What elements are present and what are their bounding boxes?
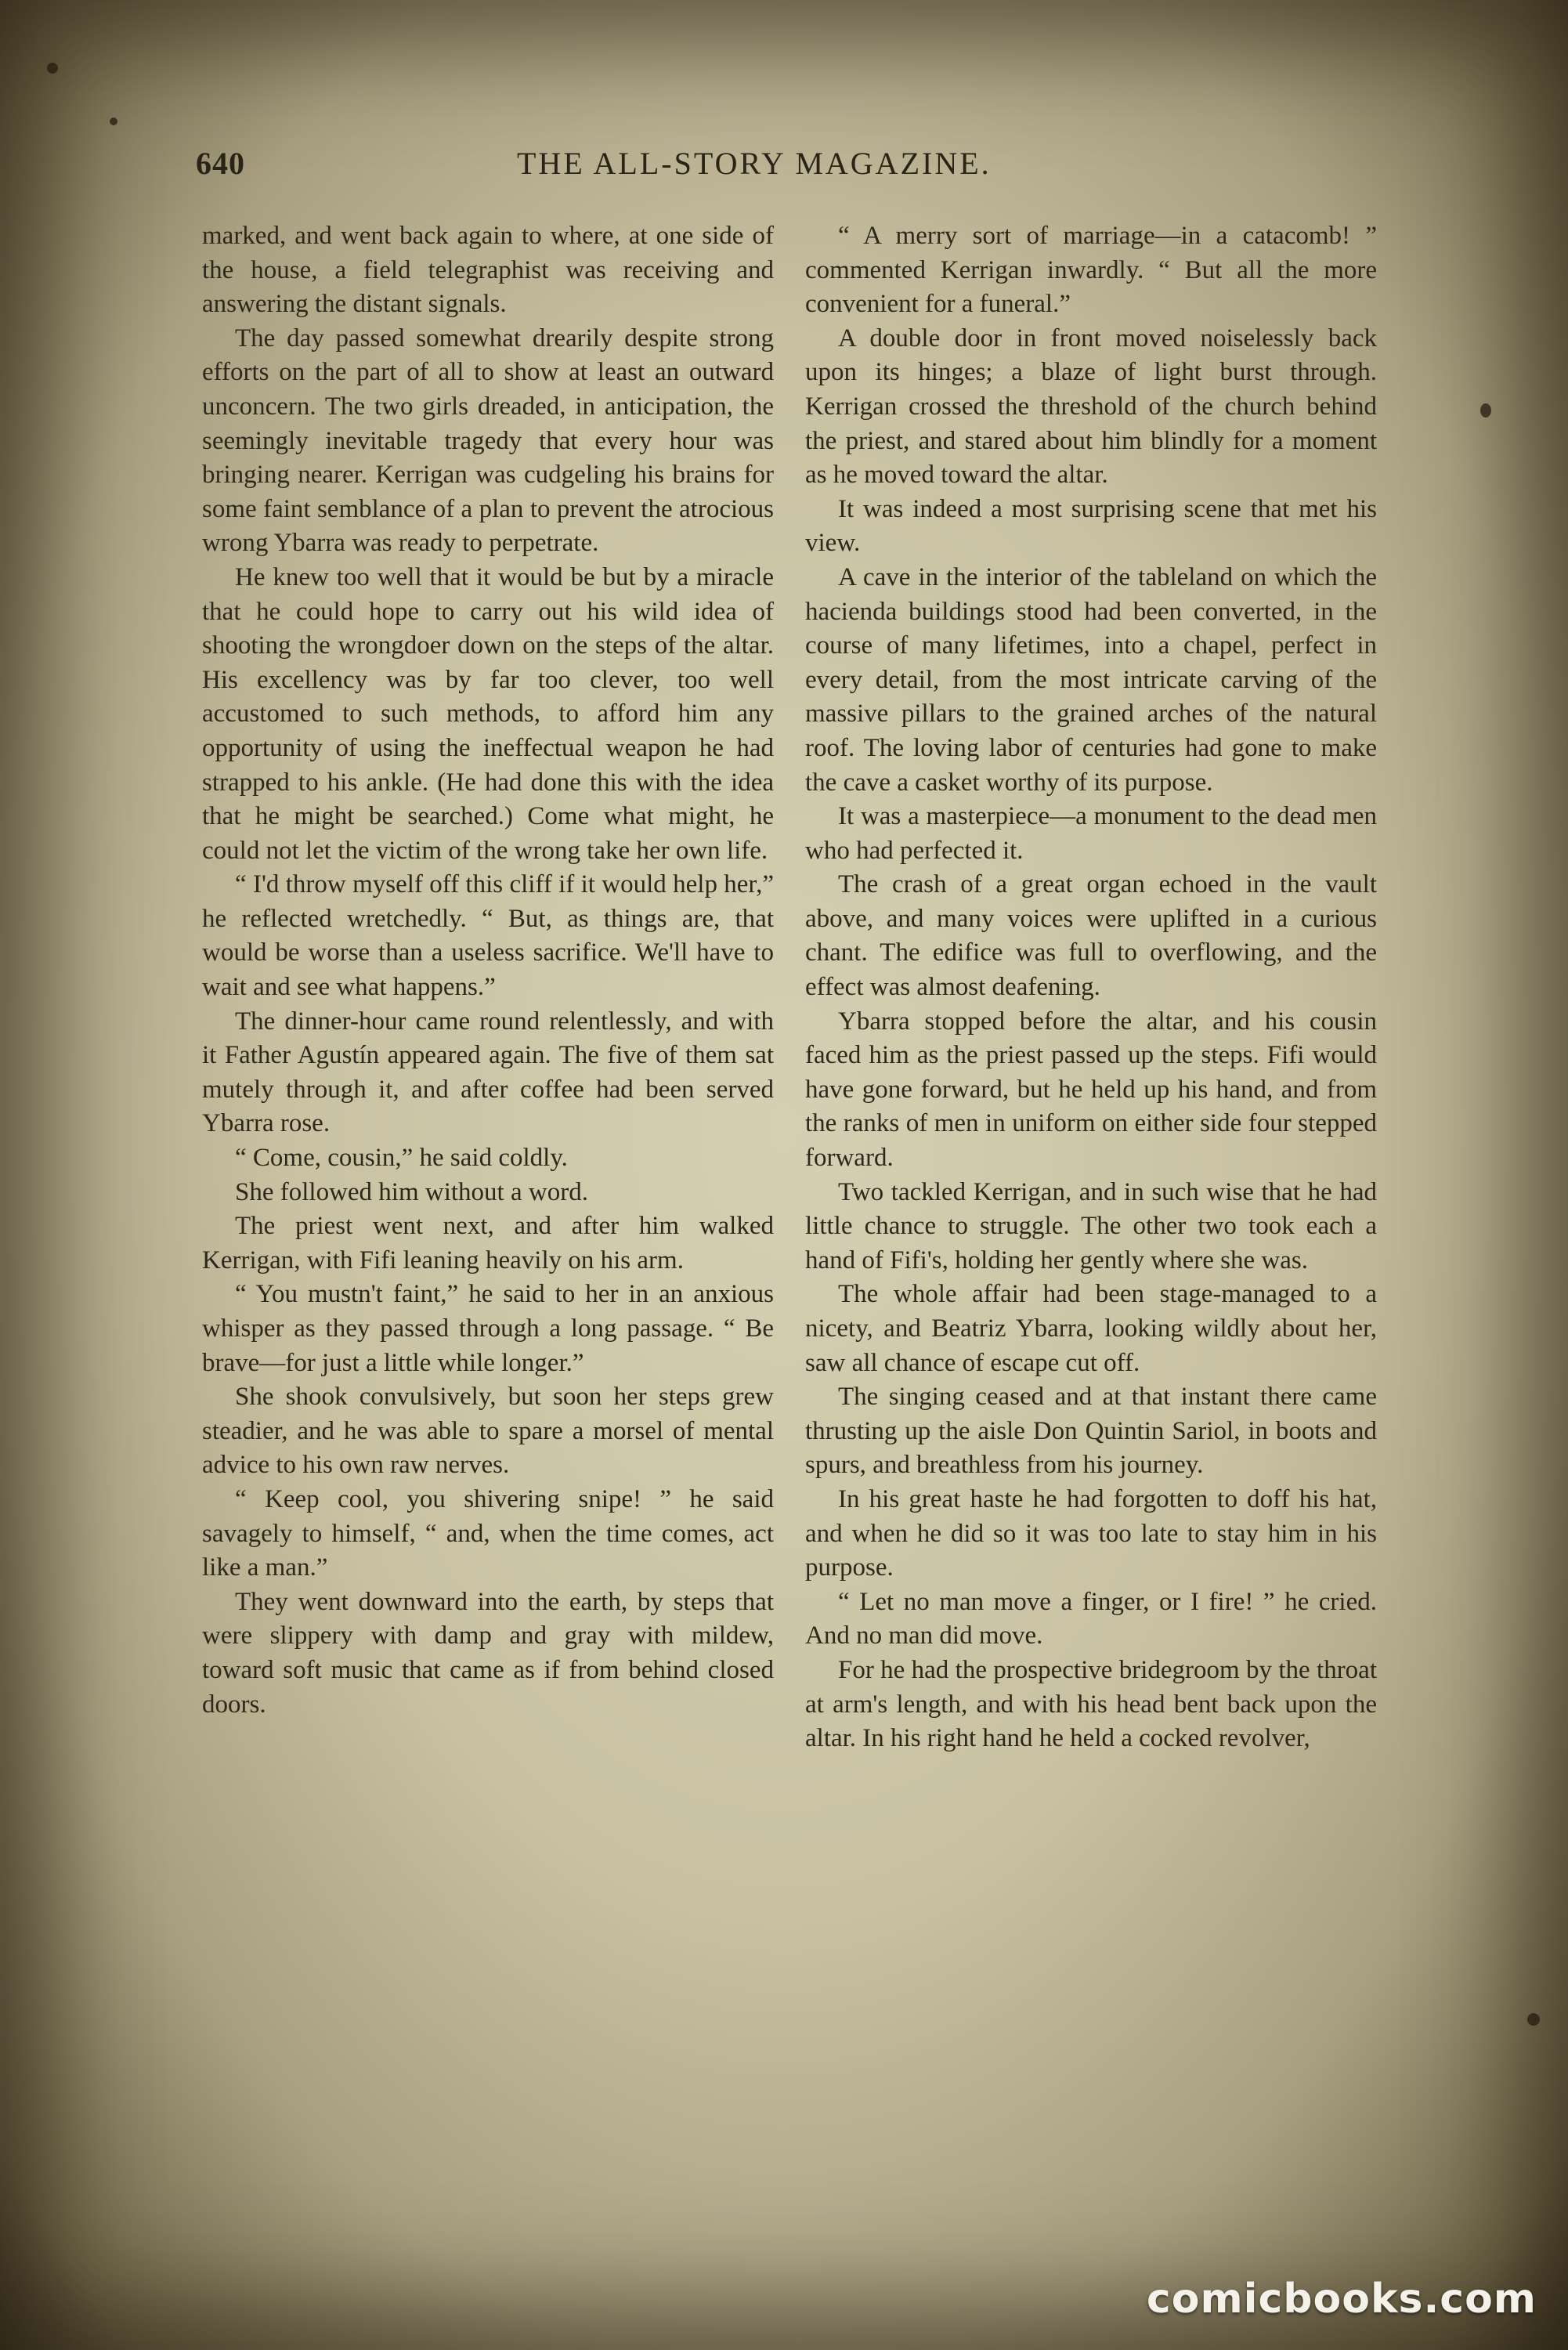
magazine-title: THE ALL-STORY MAGAZINE.	[517, 146, 992, 181]
ink-spot	[110, 118, 117, 125]
paragraph: A cave in the interior of the tableland on which the hacienda buildings stood had been converted, in the course of many lifetimes, into a chapel, perfect in every detail, from the most intricate carving of the massive pillars to the grained arches of the natural roof. The loving labor of centuries had gone to make the cave a casket worthy of its purpose.	[805, 562, 1377, 797]
paragraph: The day passed somewhat drearily despite strong efforts on the part of all to show at least an outward unconcern. The two girls dreaded, in anticipation, the seemingly inevitable tragedy that every hour was bringing nearer. Kerrigan was cudgeling his brains for some faint semblance of a plan to prevent the atrocious wrong Ybarra was ready to perpetrate.	[202, 324, 774, 558]
paragraph: For he had the prospective bridegroom by the throat at arm's length, and with his head bent back upon the altar. In his right hand he held a cocked revolver,	[805, 1655, 1377, 1753]
paragraph: Ybarra stopped before the altar, and his cousin faced him as the priest passed up the steps. Fifi would have gone forward, but he held up his hand, and from the ranks of men in uniform on either side four stepped forward.	[805, 1007, 1377, 1173]
paragraph: The whole affair had been stage-managed to a nicety, and Beatriz Ybarra, looking wildly about her, saw all chance of escape cut off.	[805, 1280, 1377, 1377]
paragraph: The singing ceased and at that instant there came thrusting up the aisle Don Quintin Sariol, in boots and spurs, and breathless from his journey.	[805, 1383, 1377, 1480]
paragraph: “ Keep cool, you shivering snipe! ” he said savagely to himself, “ and, when the time comes, act like a man.”	[202, 1484, 774, 1582]
paragraph: “ A merry sort of marriage—in a catacomb! ” commented Kerrigan inwardly. “ But all the more convenient for a funeral.”	[805, 222, 1377, 319]
paragraph: “ You mustn't faint,” he said to her in an anxious whisper as they passed through a long passage. “ Be brave—for just a little while longer.”	[202, 1280, 774, 1377]
site-watermark: comicbooks.com	[1146, 2276, 1537, 2323]
paragraph: A double door in front moved noiselessly back upon its hinges; a blaze of light burst through. Kerrigan crossed the threshold of the church behind the priest, and stared about him blindly for a moment as he moved toward the altar.	[805, 324, 1377, 490]
paragraph: It was indeed a most surprising scene that met his view.	[805, 494, 1377, 558]
paragraph: She shook convulsively, but soon her steps grew steadier, and he was able to spare a morsel of mental advice to his own raw nerves.	[202, 1383, 774, 1480]
ink-spot	[1527, 2013, 1540, 2026]
paragraph: They went downward into the earth, by steps that were slippery with damp and gray with mildew, toward soft music that came as if from behind closed doors.	[202, 1587, 774, 1719]
right-column	[805, 219, 1377, 1756]
paragraph: Two tackled Kerrigan, and in such wise that he had little chance to struggle. The other two took each a hand of Fifi's, holding her gently where she was.	[805, 1177, 1377, 1274]
paragraph: marked, and went back again to where, at one side of the house, a field telegraphist was receiving and answering the distant signals.	[202, 222, 774, 319]
paragraph: The crash of a great organ echoed in the vault above, and many voices were uplifted in a curious chant. The edifice was full to overflowing, and the effect was almost deafening.	[805, 870, 1377, 1002]
running-header	[196, 145, 1386, 192]
ink-spot	[47, 63, 58, 74]
paragraph: She followed him without a word.	[235, 1177, 588, 1206]
paragraph: The priest went next, and after him walked Kerrigan, with Fifi leaning heavily on his arm.	[202, 1212, 774, 1274]
paragraph: In his great haste he had forgotten to doff his hat, and when he did so it was too late to stay him in his purpose.	[805, 1484, 1377, 1582]
page-number: 640	[196, 146, 245, 181]
ink-spot	[1480, 403, 1491, 418]
paragraph: It was a masterpiece—a monument to the dead men who had perfected it.	[805, 802, 1377, 865]
paragraph: “ Let no man move a finger, or I fire! ” he cried. And no man did move.	[805, 1587, 1377, 1650]
paragraph: He knew too well that it would be but by a miracle that he could hope to carry out his wild idea of shooting the wrongdoer down on the steps of the altar. His excellency was by far too clever, too well accustomed to such methods, to afford him any opportunity of using the ineffectual weapon he had strapped to his ankle. (He had done this with the idea that he might be searched.) Come what might, he could not let the victim of the wrong take her own life.	[202, 562, 774, 865]
paragraph: The dinner-hour came round relentlessly, and with it Father Agustín appeared again. The five of them sat mutely through it, and after coffee had been served Ybarra rose.	[202, 1007, 774, 1138]
left-column	[202, 219, 774, 1722]
paragraph: “ Come, cousin,” he said coldly.	[235, 1144, 568, 1173]
paragraph: “ I'd throw myself off this cliff if it would help her,” he reflected wretchedly. “ But, as things are, that would be worse than a useless sacrifice. We'll have to wait and see what happens.”	[202, 870, 774, 1002]
